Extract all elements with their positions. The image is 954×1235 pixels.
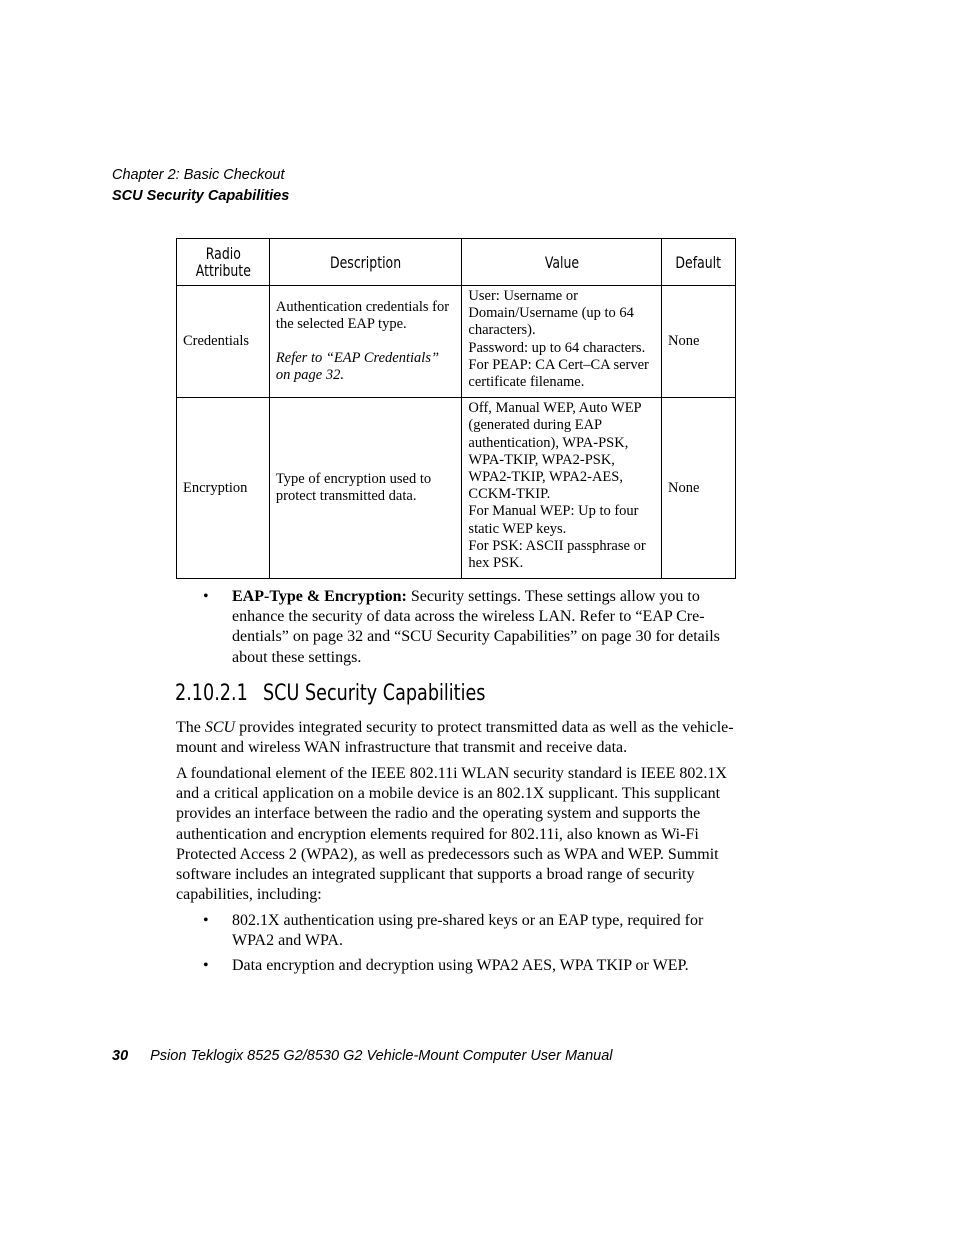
paragraph-intro: The SCU provides integrated security to protect transmitted data as well as the vehicle-mount and wireless WAN infrastructure that transmit and receive data. bbox=[176, 719, 734, 757]
col-header-value: Value bbox=[462, 239, 662, 286]
cell-value: Off, Manual WEP, Auto WEP (generated during EAP authentication), WPA-PSK, WPA-TKIP, WPA2-PSK, WPA2-TKIP, WPA2-AES, CCKM-TKIP. For Manual WEP: Up to four static WEP keys. For PSK: ASCII passphrase or hex PSK. bbox=[462, 398, 662, 579]
bullet-term: EAP-Type & Encryption: bbox=[232, 588, 407, 605]
cell-attribute: Encryption bbox=[177, 398, 270, 579]
table-header-row bbox=[177, 239, 736, 286]
paragraph-ieee: A foundational element of the IEEE 802.11i WLAN security standard is IEEE 802.1X and a critical application on a mobile device is an 802.1X supplicant. This supplicant provides an interface between the radio and the operating system and supports the authentication and encryption elements required for 802.11i, also known as Wi-Fi Protected Access 2 (WPA2), as well as predecessors such as WPA and WEP. Summit software includes an integrated supplicant that supports a broad range of security capabilities, including: bbox=[176, 765, 727, 904]
col-header-radio-attribute: Radio Attribute bbox=[177, 239, 270, 286]
cell-attribute: Credentials bbox=[177, 286, 270, 398]
cell-value: User: Username or Domain/Username (up to 64 characters). Password: up to 64 characters. For PEAP: CA Cert–CA server certificate filename. bbox=[462, 286, 662, 398]
manual-title: Psion Teklogix 8525 G2/8530 G2 Vehicle-Mount Computer User Manual bbox=[150, 1048, 613, 1064]
bullet-description: Security settings. These settings allow you to enhance the security of data across the wireless LAN. Refer to “EAP Cre-dentials” on page 32 and “SCU Security Capabilities” on page 30 for details about these settings. bbox=[232, 588, 720, 666]
section-title: SCU Security Capabilities bbox=[263, 681, 486, 706]
table-row bbox=[177, 286, 736, 398]
bullet-marker: • bbox=[203, 588, 209, 605]
section-number: 2.10.2.1 bbox=[175, 681, 248, 706]
running-header-chapter: Chapter 2: Basic Checkout bbox=[112, 167, 285, 183]
description-reference: Refer to “EAP Credentials” on page 32. bbox=[275, 349, 440, 383]
list-item: 802.1X authentication using pre-shared keys or an EAP type, required for WPA2 and WPA. bbox=[232, 912, 704, 950]
col-header-description: Description bbox=[269, 239, 462, 286]
list-item: Data encryption and decryption using WPA2 AES, WPA TKIP or WEP. bbox=[232, 957, 689, 974]
cell-description: Type of encryption used to protect transmitted data. bbox=[269, 398, 462, 579]
eap-encryption-bullet bbox=[232, 587, 736, 668]
col-header-default: Default bbox=[662, 239, 736, 286]
radio-attribute-table bbox=[176, 238, 736, 579]
description-text: Authentication credentials for the selected EAP type. bbox=[275, 299, 450, 333]
cell-default: None bbox=[662, 286, 736, 398]
cell-description bbox=[269, 286, 462, 398]
bullet-marker: • bbox=[203, 912, 209, 929]
bullet-marker: • bbox=[203, 957, 209, 974]
page-footer bbox=[112, 1048, 613, 1064]
cell-default: None bbox=[662, 398, 736, 579]
table-row bbox=[177, 398, 736, 579]
section-heading bbox=[175, 681, 485, 706]
running-header-section: SCU Security Capabilities bbox=[112, 188, 290, 204]
page-number: 30 bbox=[112, 1048, 129, 1064]
scu-term: SCU bbox=[204, 719, 236, 736]
